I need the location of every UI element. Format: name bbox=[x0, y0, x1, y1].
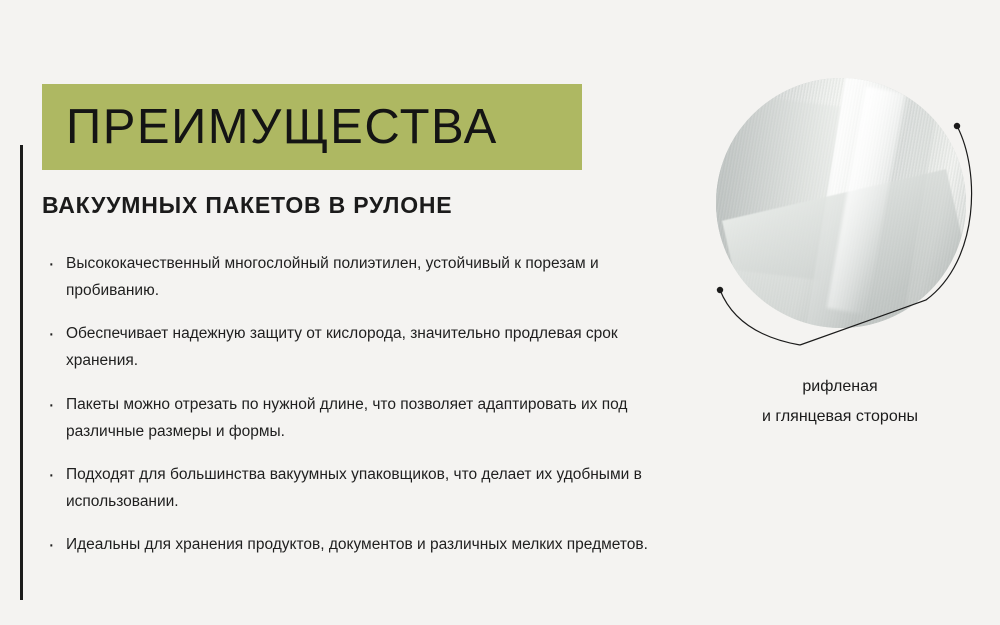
advantages-list bbox=[42, 250, 652, 574]
figure-column bbox=[680, 0, 1000, 625]
title-banner bbox=[42, 84, 582, 170]
page-title: ПРЕИМУЩЕСТВА bbox=[66, 99, 498, 154]
list-item: · Идеальны для хранения продуктов, документов и различных мелких предметов. bbox=[42, 531, 652, 558]
callout-lines bbox=[680, 0, 1000, 400]
figure-caption bbox=[680, 372, 1000, 433]
figure-caption-line-2: и глянцевая стороны bbox=[761, 408, 919, 426]
callout-line-left bbox=[720, 290, 800, 345]
list-item: · Высококачественный многослойный полиэтилен, устойчивый к порезам и пробиванию. bbox=[42, 250, 652, 304]
vertical-rule-decoration bbox=[20, 145, 23, 600]
figure-caption-line-1: рифленая bbox=[802, 378, 878, 395]
list-item: · Подходят для большинства вакуумных упаковщиков, что делает их удобными в использовании. bbox=[42, 461, 652, 515]
callout-line-right bbox=[800, 126, 972, 345]
list-item: · Пакеты можно отрезать по нужной длине, что позволяет адаптировать их под различные размеры и формы. bbox=[42, 391, 652, 445]
list-item: · Обеспечивает надежную защиту от кислорода, значительно продлевая срок хранения. bbox=[42, 320, 652, 374]
page-subtitle: ВАКУУМНЫХ ПАКЕТОВ В РУЛОНЕ bbox=[42, 192, 453, 218]
